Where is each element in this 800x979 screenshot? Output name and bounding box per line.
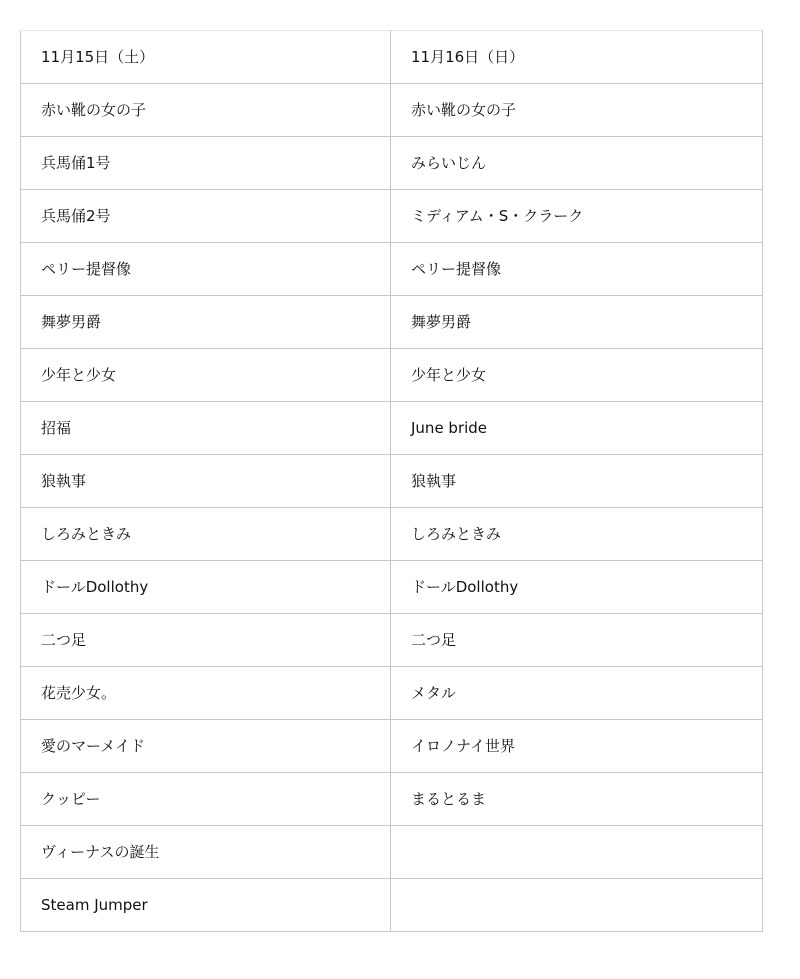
table-cell-day2: メタル [391,667,763,720]
table-cell-day1: 舞夢男爵 [21,296,391,349]
table-row [21,773,763,826]
table-cell-day2 [391,826,763,879]
table-cell-day1: ペリー提督像 [21,243,391,296]
table-cell-day2: ミディアム・S・クラーク [391,190,763,243]
table-cell-day1: 招福 [21,402,391,455]
table-cell-day1: 花売少女。 [21,667,391,720]
table-row [21,614,763,667]
table-cell-day2: ドールDollothy [391,561,763,614]
table-cell-day1: 愛のマーメイド [21,720,391,773]
header-cell-day2: 11月16日（日） [391,31,763,84]
table-cell-day2: 赤い靴の女の子 [391,84,763,137]
table-cell-day2: イロノナイ世界 [391,720,763,773]
table-cell-day2: しろみときみ [391,508,763,561]
header-cell-day1: 11月15日（土） [21,31,391,84]
table-cell-day1: 狼執事 [21,455,391,508]
table-row [21,296,763,349]
table-cell-day1: Steam Jumper [21,879,391,932]
table-cell-day2: June bride [391,402,763,455]
table-row [21,349,763,402]
table-row [21,190,763,243]
table-row [21,137,763,190]
table-row [21,84,763,137]
table-cell-day2: ペリー提督像 [391,243,763,296]
table-row [21,667,763,720]
table-cell-day2: まるとるま [391,773,763,826]
schedule-table-container [20,30,762,932]
table-row [21,826,763,879]
table-row [21,720,763,773]
table-row [21,243,763,296]
table-header-row [21,31,763,84]
table-row [21,561,763,614]
table-cell-day1: 少年と少女 [21,349,391,402]
table-row [21,402,763,455]
schedule-table [20,30,763,932]
table-cell-day2: 舞夢男爵 [391,296,763,349]
table-cell-day1: 兵馬俑1号 [21,137,391,190]
table-cell-day2: みらいじん [391,137,763,190]
table-cell-day2: 二つ足 [391,614,763,667]
table-cell-day1: クッピー [21,773,391,826]
table-cell-day2 [391,879,763,932]
table-cell-day1: しろみときみ [21,508,391,561]
table-row [21,879,763,932]
table-cell-day2: 狼執事 [391,455,763,508]
table-row [21,508,763,561]
table-cell-day1: ヴィーナスの誕生 [21,826,391,879]
table-cell-day1: 赤い靴の女の子 [21,84,391,137]
table-row [21,455,763,508]
table-cell-day2: 少年と少女 [391,349,763,402]
table-cell-day1: 二つ足 [21,614,391,667]
table-cell-day1: ドールDollothy [21,561,391,614]
table-cell-day1: 兵馬俑2号 [21,190,391,243]
